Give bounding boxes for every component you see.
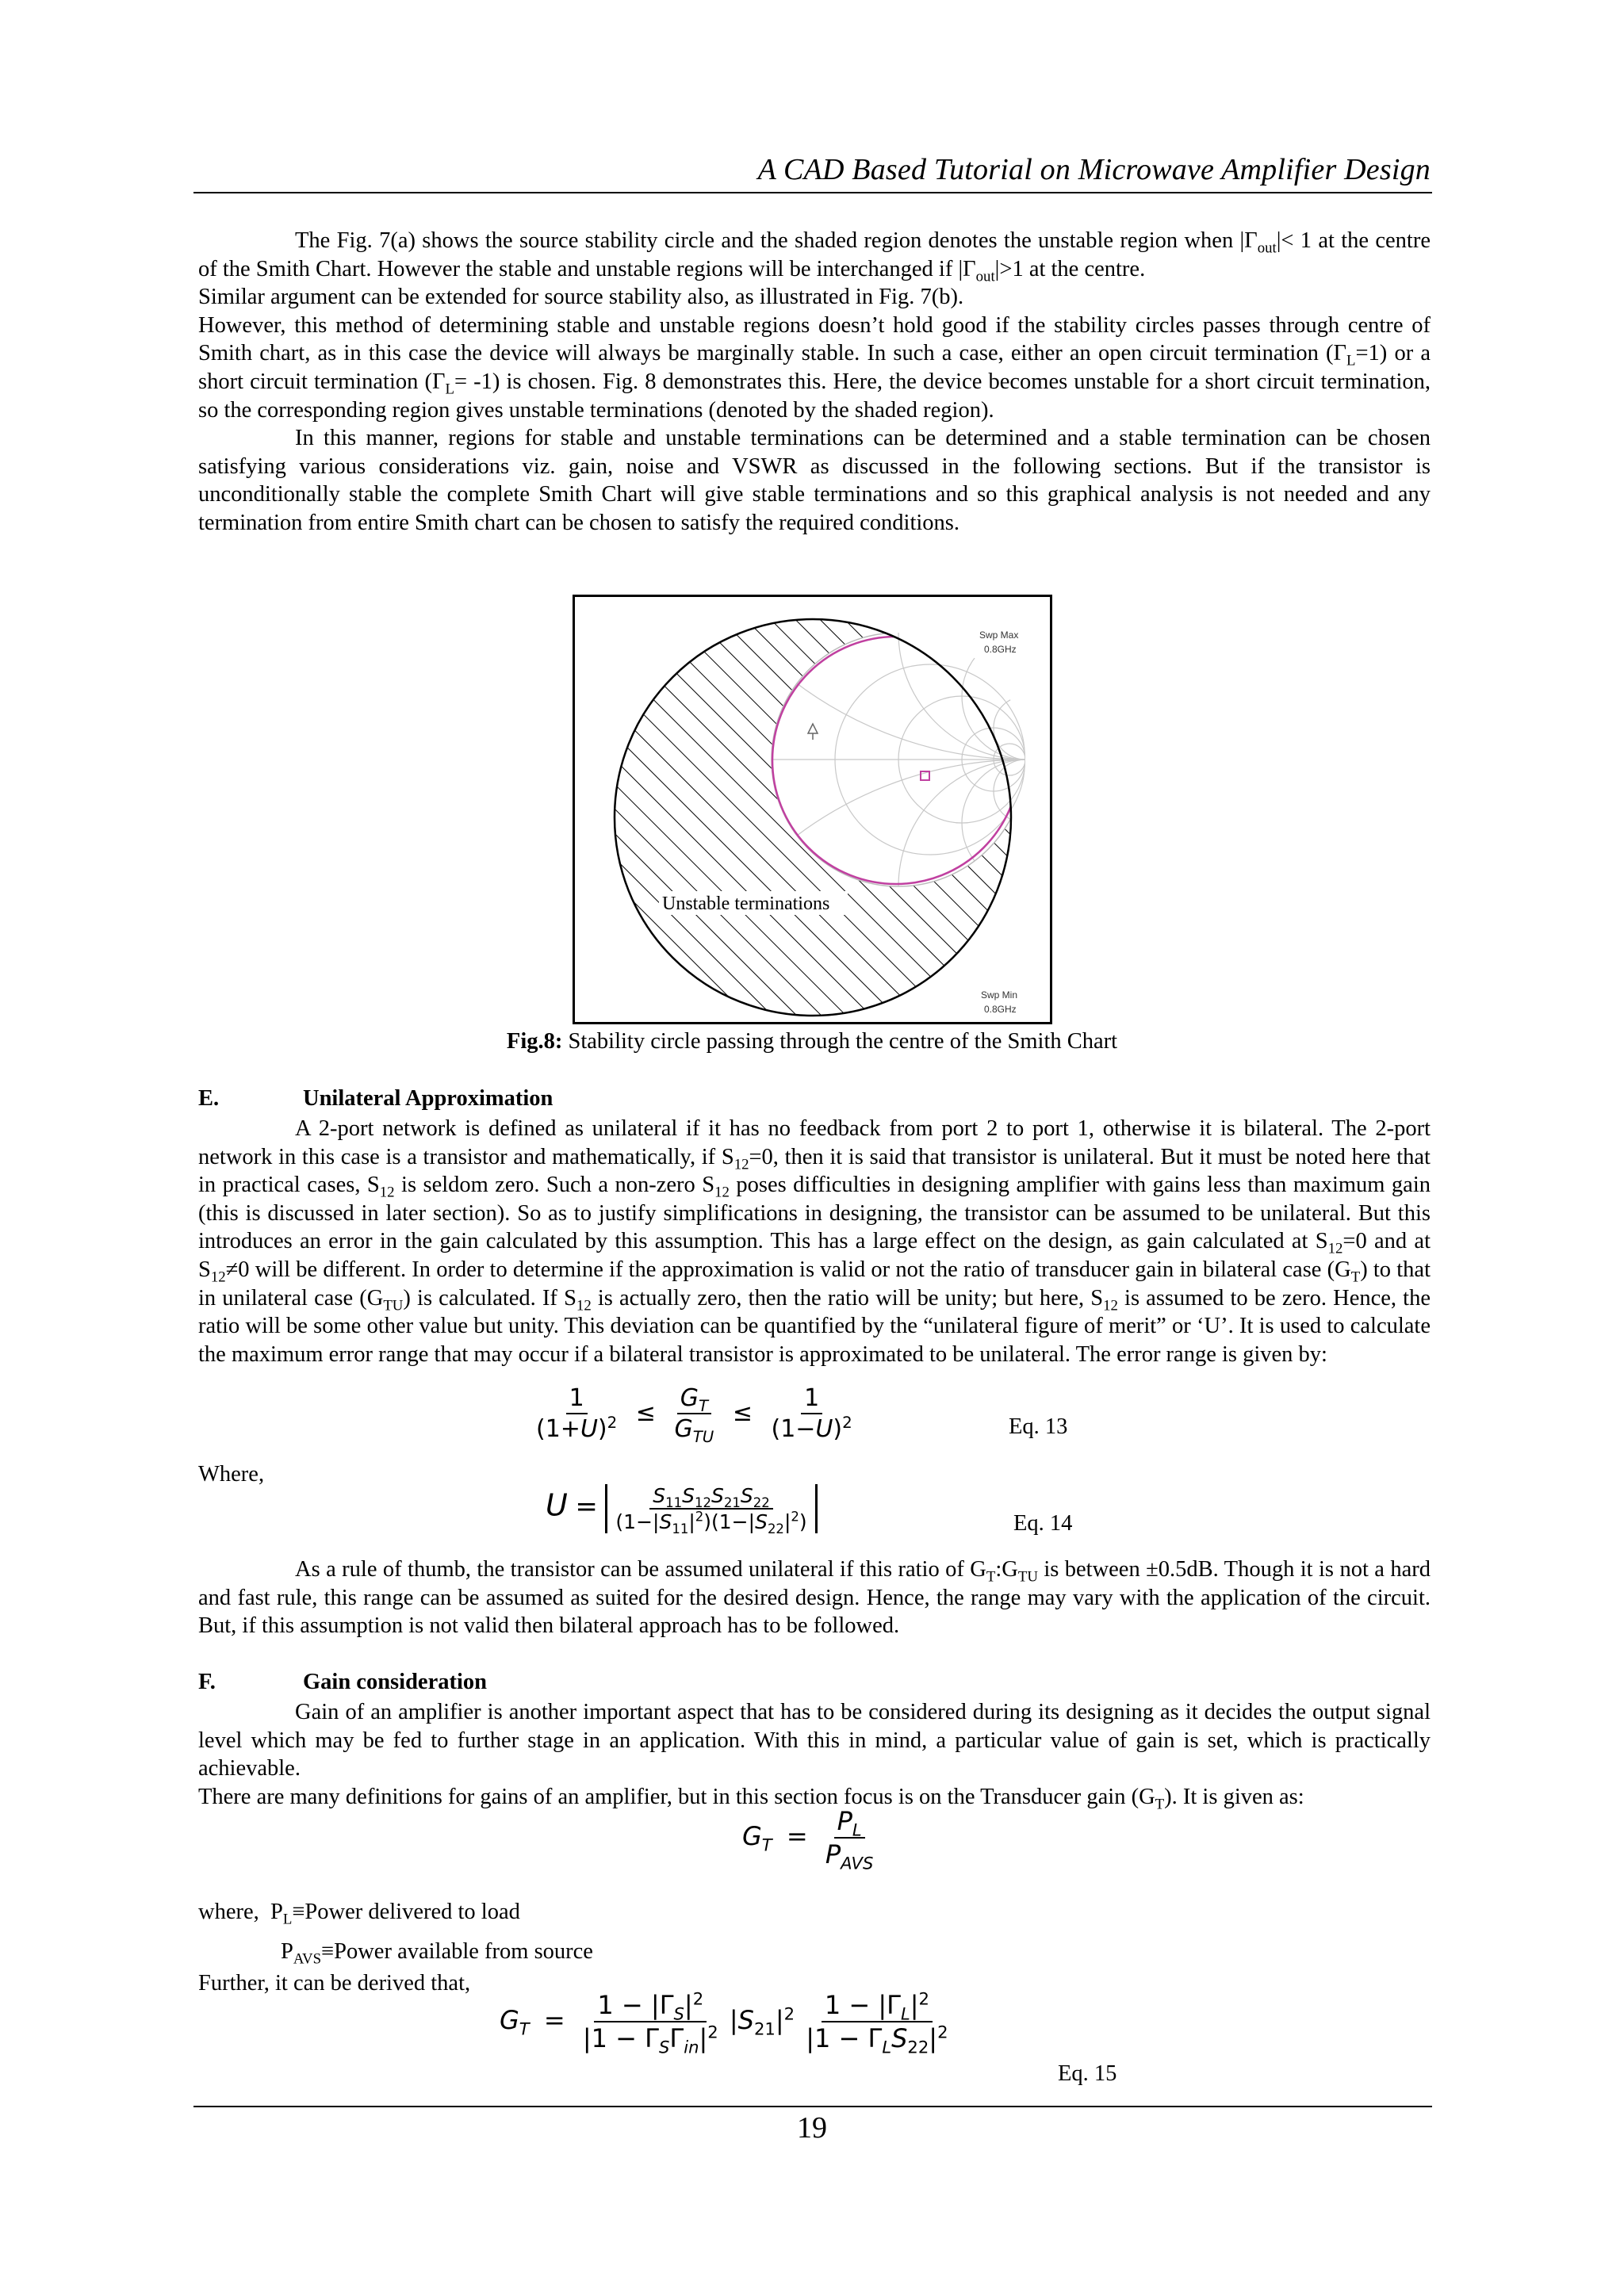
- region-label: Unstable terminations: [662, 894, 830, 914]
- running-header: A CAD Based Tutorial on Microwave Amplifier Design: [757, 153, 1431, 186]
- intro-paragraph-4: In this manner, regions for stable and unstable terminations can be determined and a stable termination can be chosen satisfying various considerations viz. gain, noise and VSWR as discussed in the following sections. But if the transistor is unconditionally stable the complete Smith Chart will give stable terminations and so this graphical analysis is not needed and any termination from entire Smith chart can be chosen to satisfy the required conditions.: [198, 426, 1431, 535]
- swp-max-label: Swp Max: [979, 629, 1019, 641]
- where-definitions: where, $P_L\equiv Power$ delivered to load: [198, 1900, 520, 1928]
- equation-15: $G_T$ = $1 - |\Gamma_S|^2$ $|1 - \Gamma_S\Gamma_{in}|^2$ $|S_{21}|^2$ $1 - |\Gamma_L|^2$ $|1 - \Gamma_LS_{22}|^2$: [500, 1988, 948, 2057]
- intro-paragraph-1: The Fig. 7(a) shows the source stability circle and the shaded region denotes the unstable region when $|\Gamma_{out}|< 1$ at the centre of the Smith Chart. However the stable and unstable regions will be interchanged if $|\Gamma_{out}|>1$ at the centre.: [198, 228, 1431, 285]
- section-f-heading: F. Gain consideration: [198, 1670, 487, 1694]
- equation-13: $\frac{1}{(1+U)^2}$ ≤ $G_T$ $G_{TU}$ ≤ $\frac{1}{(1-U)^2}$: [536, 1384, 852, 1446]
- intro-paragraph-3: However, this method of determining stable and unstable regions doesn’t hold good if the stability circles passes through centre of Smith chart, as in this case the device will always be marginally stable. In such a case, either an open circuit termination $(\Gamma_L=1)$ or a short circuit termination $(\Gamma_L= -1)$ is chosen. Fig. 8 demonstrates this. Here, the device becomes unstable for a short circuit termination, so the corresponding region gives unstable terminations (denoted by the shaded region).: [198, 312, 1431, 423]
- section-e-paragraph-2: As a rule of thumb, the transistor can be assumed unilateral if this ratio of $G_T:G_{TU}$ is between ±0.5dB. Though it is not a hard and fast rule, this range can be assumed as suited for the desired design. Hence, the range may vary with the application of the circuit. But, if this assumption is not valid then bilateral approach has to be followed.: [198, 1557, 1431, 1639]
- further-text: Further, it can be derived that,: [198, 1971, 471, 1996]
- footer-rule: [193, 2106, 1432, 2107]
- section-f-paragraph-2: There are many definitions for gains of an amplifier, but in this section focus is on the Transducer gain $(G_T)$. It is given as:: [198, 1784, 1304, 1813]
- pavs-definition: $P_{AVS}\equiv Power$ available from source: [281, 1939, 593, 1968]
- intro-text: [198, 227, 1431, 538]
- figure-caption: Fig.8: Stability circle passing through the centre of the Smith Chart: [506, 1029, 1118, 1054]
- header-rule: [193, 192, 1432, 193]
- page-number: 19: [797, 2111, 827, 2145]
- equation-gt-definition: $G_T$ = $P_L$ $P_{AVS}$: [742, 1806, 874, 1873]
- smith-chart-svg: [575, 597, 1050, 1022]
- intro-paragraph-2: Similar argument can be extended for source stability also, as illustrated in Fig. 7(b).: [198, 285, 964, 310]
- swp-max-value: 0.8GHz: [984, 644, 1017, 655]
- swp-min-label: Swp Min: [981, 989, 1018, 1001]
- eq-15-label: Eq. 15: [1058, 2061, 1117, 2086]
- section-f-text: [198, 1698, 1431, 1811]
- eq-13-label: Eq. 13: [1009, 1414, 1068, 1439]
- where-label: Where,: [198, 1462, 265, 1487]
- section-e-heading: E. Unilateral Approximation: [198, 1086, 553, 1111]
- eq-14-label: Eq. 14: [1013, 1511, 1073, 1536]
- smith-chart-figure: [573, 595, 1052, 1024]
- section-e-paragraph-1: A 2-port network is defined as unilateral if it has no feedback from port 2 to port 1, otherwise it is bilateral. The 2-port network in this case is a transistor and mathematically, if $S_{12}=0$, then it is said that transistor is unilateral. But it must be noted here that in practical cases, $S_{12}$ is seldom zero. Such a non-zero $S_{12}$ poses difficulties in designing amplifier with gains less than maximum gain (this is discussed in later section). So as to justify simplifications in designing, the transistor can be assumed to be unilateral. But this introduces an error in the gain calculated by this assumption. This has a large effect on the design, as gain calculated at $S_{12}=0$ and at $S_{12}\ne 0$ will be different. In order to determine if the approximation is valid or not the ratio of transducer gain in bilateral case $(G_T)$ to that in unilateral case $(G_{TU})$ is calculated. If $S_{12}$ is actually zero, then the ratio will be unity; but here, $S_{12}$ is assumed to be zero. Hence, the ratio will be some other value but unity. This deviation can be quantified by the “unilateral figure of merit” or ‘U’. It is used to calculate the maximum error range that may occur if a bilateral transistor is approximated to be unilateral. The error range is given by:: [198, 1116, 1431, 1367]
- swp-min-value: 0.8GHz: [984, 1004, 1017, 1015]
- section-f-paragraph-1: Gain of an amplifier is another important aspect that has to be considered during its designing as it decides the output signal level which may be fed to further stage in an application. With this in mind, a particular value of gain is set, which is practically achievable.: [198, 1700, 1431, 1781]
- section-e-text-2: [198, 1556, 1431, 1640]
- section-e-text: [198, 1115, 1431, 1368]
- equation-14: U = $\frac{S_{11}S_{12}S_{21}S_{22}}{(1-|S_{11}|^2)(1-|S_{22}|^2)}$: [546, 1484, 818, 1533]
